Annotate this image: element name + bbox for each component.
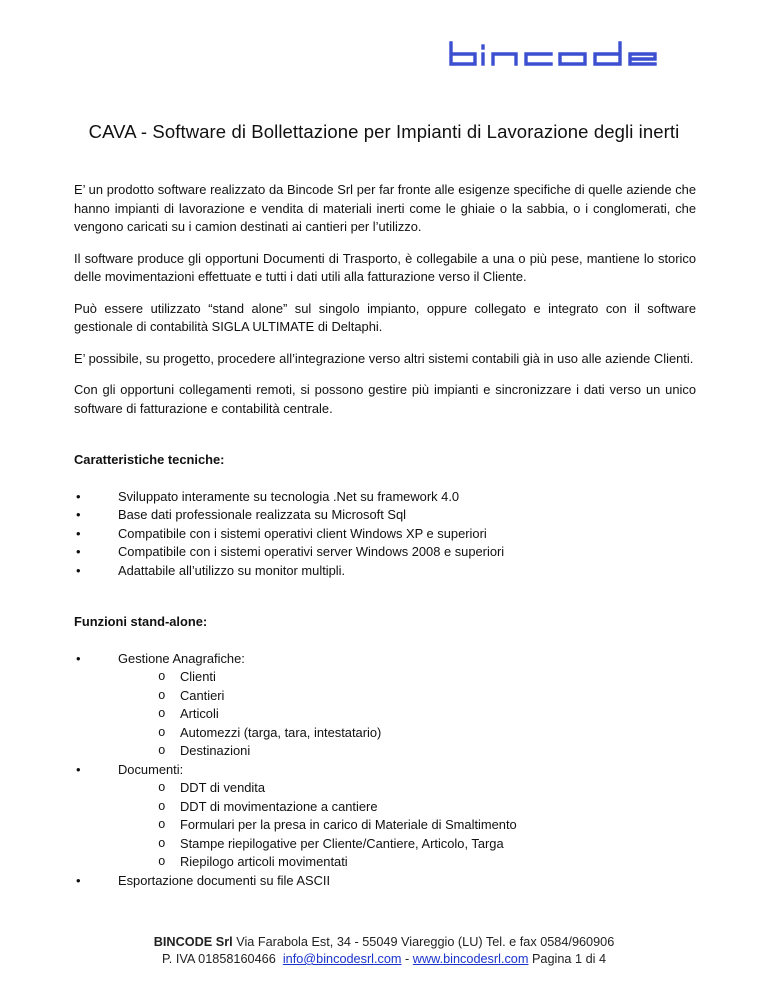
sublist-item: o Clienti	[118, 668, 696, 687]
paragraph: Con gli opportuni collegamenti remoti, si possono gestire più impianti e sincronizzare i dati verso un unico software di fatturazione e contabilità centrale.	[74, 382, 696, 416]
sublist-item: o Formulari per la presa in carico di Materiale di Smaltimento	[118, 816, 696, 835]
document-body	[74, 181, 696, 890]
list-item: • Compatibile con i sistemi operativi client Windows XP e superiori	[74, 525, 696, 544]
footer-address: Via Farabola Est, 34 - 55049 Viareggio (LU) Tel. e fax 0584/960906	[236, 935, 615, 949]
documenti-sublist	[118, 779, 696, 872]
list-item: • Adattabile all’utilizzo su monitor multipli.	[74, 562, 696, 581]
footer-company: BINCODE Srl	[153, 935, 233, 949]
footer-email-link[interactable]: info@bincodesrl.com	[282, 952, 402, 966]
tech-heading: Caratteristiche tecniche:	[74, 452, 225, 467]
list-item-export: • Esportazione documenti su file ASCII	[74, 872, 696, 891]
sublist-item: o Stampe riepilogative per Cliente/Cantiere, Articolo, Targa	[118, 835, 696, 854]
footer-separator: -	[405, 952, 410, 966]
list-item: • Sviluppato interamente su tecnologia .Net su framework 4.0	[74, 488, 696, 507]
sublist-item: o Articoli	[118, 705, 696, 724]
sublist-item: o Riepilogo articoli movimentati	[118, 853, 696, 872]
list-item-label: Gestione Anagrafiche:	[118, 650, 245, 666]
paragraph: Il software produce gli opportuni Documenti di Trasporto, è collegabile a una o più pese, mantiene lo storico delle movimentazioni effettuate e tutti i dati utili alla fatturazione verso il Cliente.	[74, 250, 696, 284]
standalone-list	[74, 650, 696, 891]
footer-piva: P. IVA 01858160466	[161, 952, 276, 966]
anagrafiche-sublist	[118, 668, 696, 761]
sublist-item: o Cantieri	[118, 687, 696, 706]
tech-list	[74, 488, 696, 581]
footer-page-number: Pagina 1 di 4	[531, 952, 607, 966]
sublist-item: o Destinazioni	[118, 742, 696, 761]
sublist-item: o Automezzi (targa, tara, intestatario)	[118, 724, 696, 743]
list-item-label: Documenti:	[118, 761, 184, 777]
footer-line-2	[0, 951, 768, 968]
paragraph: Può essere utilizzato “stand alone” sul singolo impianto, oppure collegato e integrato con il software gestionale di contabilità SIGLA ULTIMATE di Deltaphi.	[74, 300, 696, 334]
sublist-item: o DDT di vendita	[118, 779, 696, 798]
list-item: • Compatibile con i sistemi operativi server Windows 2008 e superiori	[74, 543, 696, 562]
sublist-item: o DDT di movimentazione a cantiere	[118, 798, 696, 817]
paragraph: E’ un prodotto software realizzato da Bincode Srl per far fronte alle esigenze specifiche di quelle aziende che hanno impianti di lavorazione e vendita di materiali inerti come le ghiaie o la sabbia, o i conglomerati, che vengono caricati su i camion destinati ai cantieri per l’utilizzo.	[74, 182, 696, 234]
list-item-documenti	[74, 761, 696, 872]
bincode-logo	[448, 40, 668, 68]
paragraph: E’ possibile, su progetto, procedere all’integrazione verso altri sistemi contabili già in uso alle aziende Clienti.	[74, 350, 694, 366]
document-title: CAVA - Software di Bollettazione per Impianti di Lavorazione degli inerti	[88, 121, 680, 142]
list-item: • Base dati professionale realizzata su Microsoft Sql	[74, 506, 696, 525]
standalone-heading: Funzioni stand-alone:	[74, 614, 208, 629]
footer-line-1	[0, 934, 768, 951]
list-item-anagrafiche	[74, 650, 696, 761]
footer-website-link[interactable]: www.bincodesrl.com	[412, 952, 529, 966]
page-footer	[0, 934, 768, 968]
